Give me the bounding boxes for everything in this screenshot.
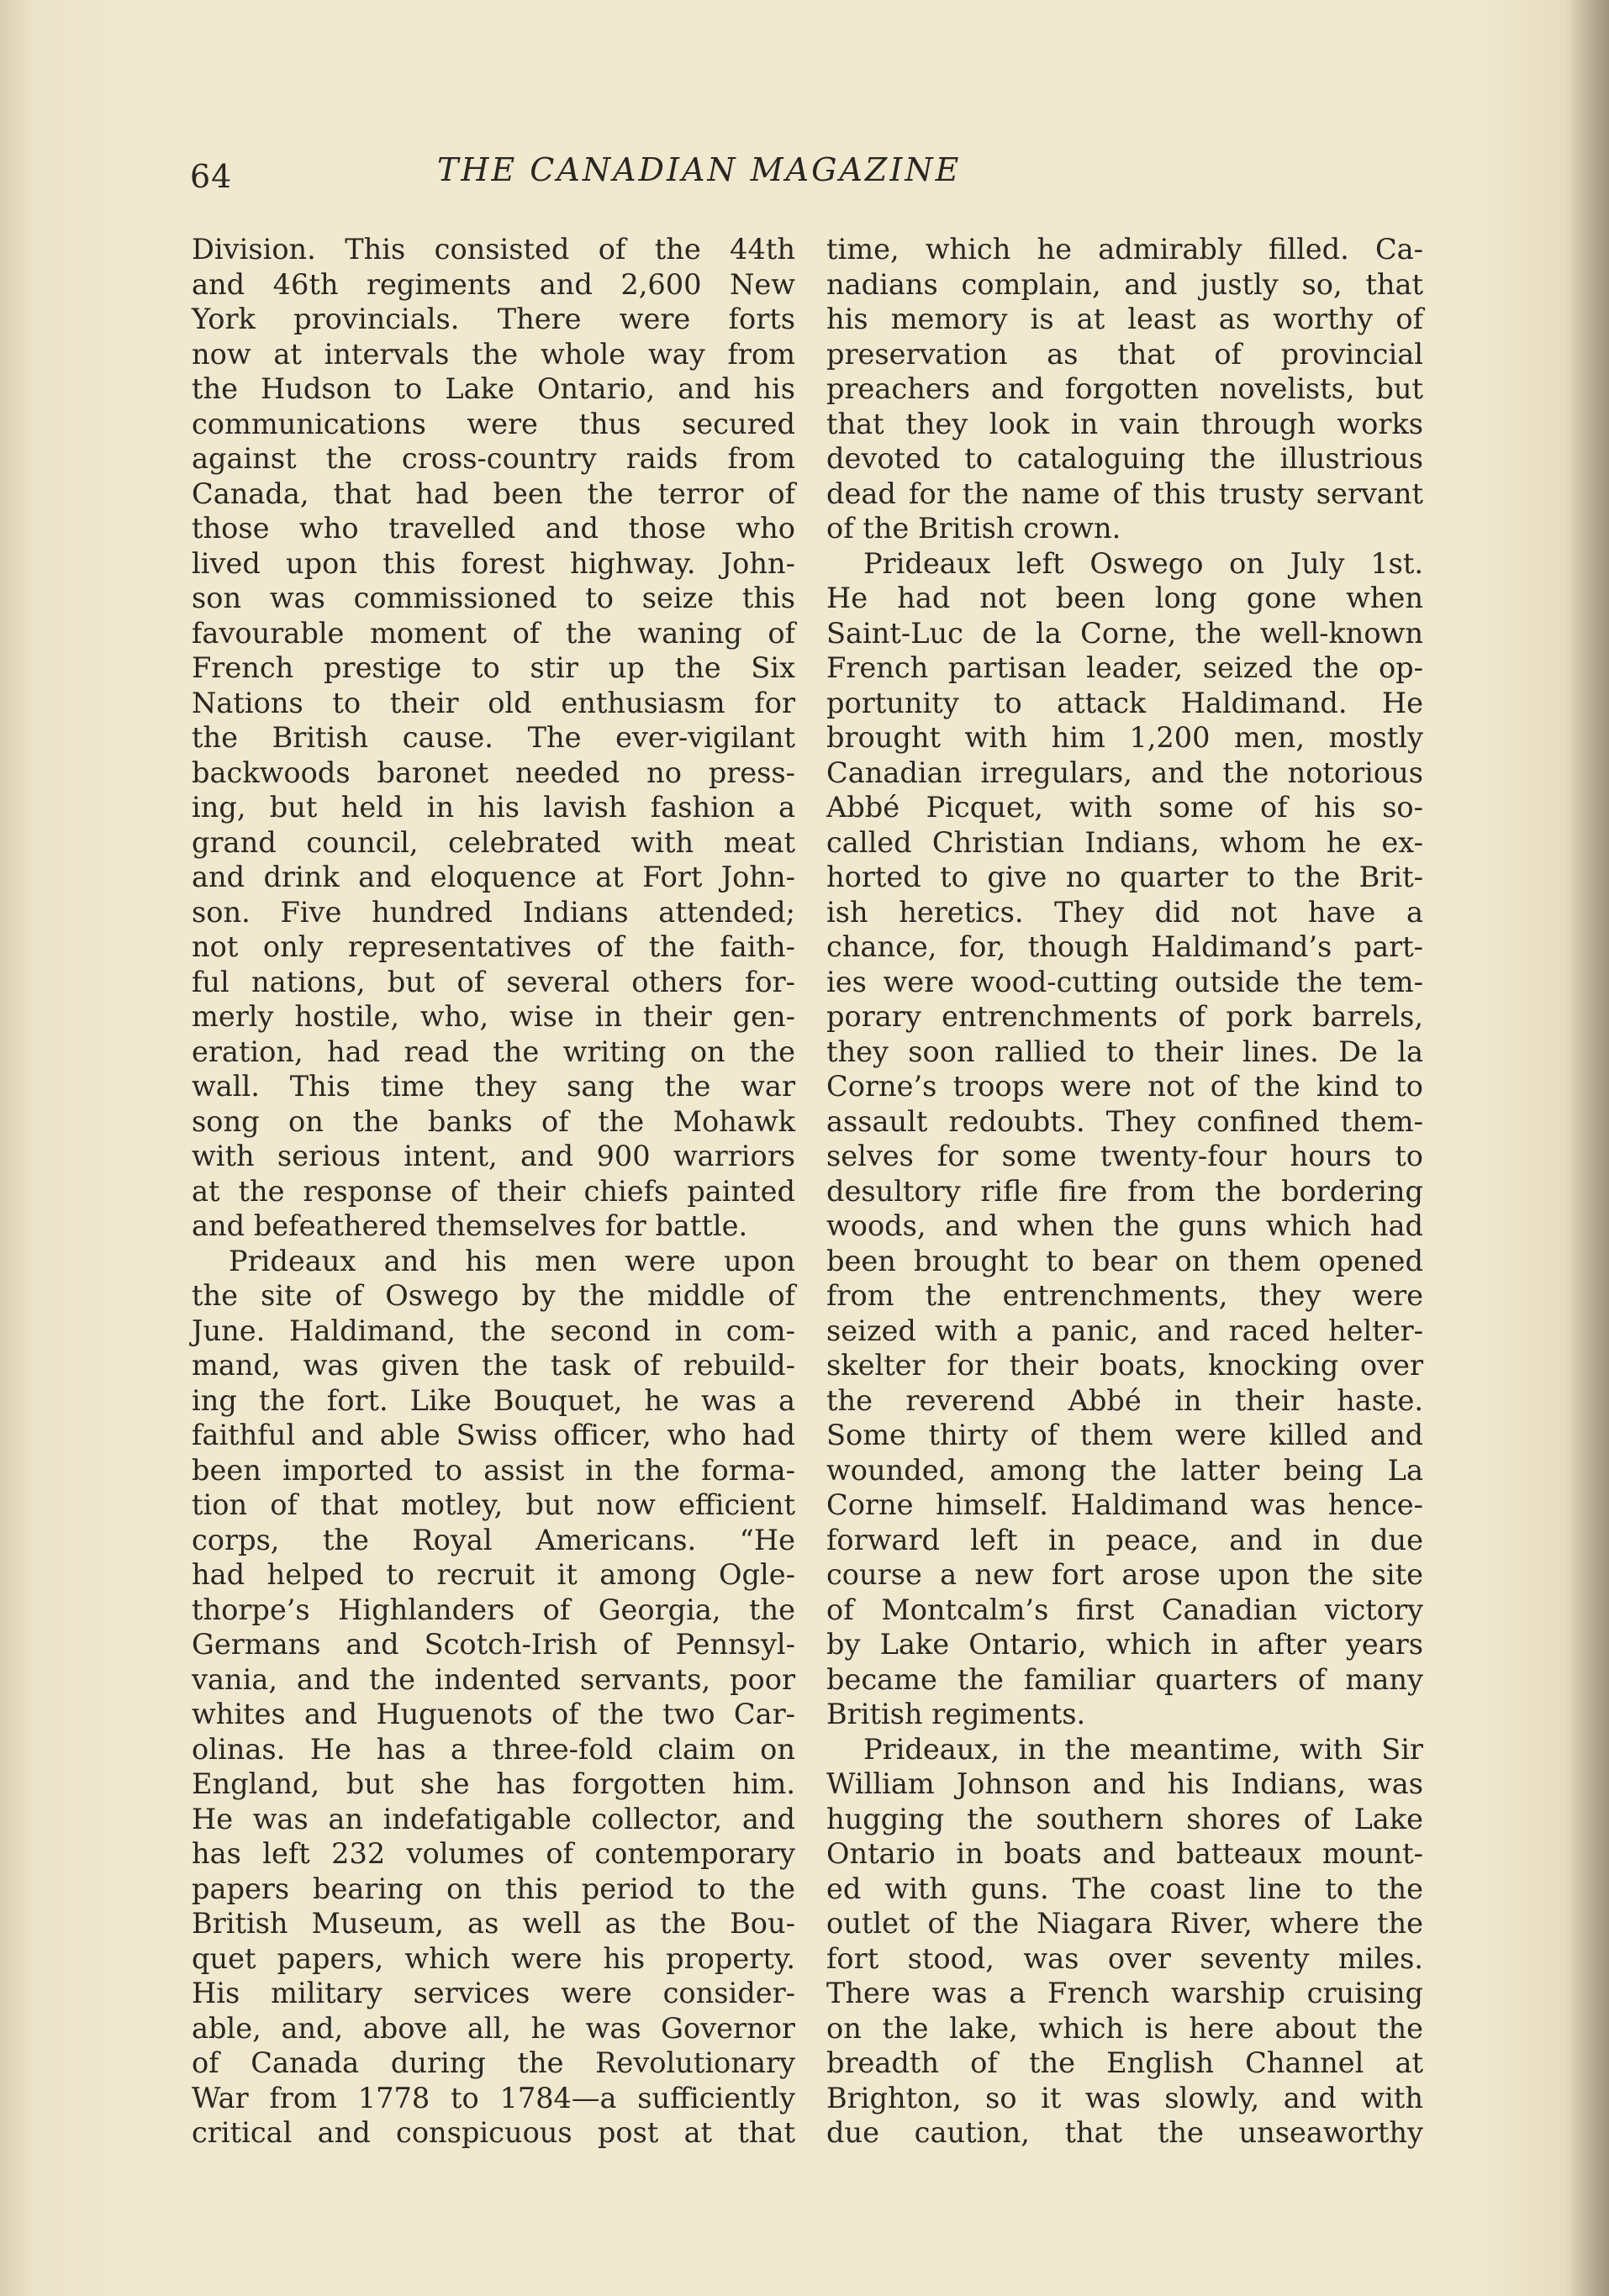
text-line: the British cause. The ever-vigilant [192,721,795,754]
text-line: the reverend Abbé in their haste. [826,1383,1423,1417]
text-line: communications were thus secured [192,407,795,440]
text-line: ing, but held in his lavish fashion a [192,791,795,824]
text-line: time, which he admirably filled. Ca- [826,233,1423,266]
text-line: Germans and Scotch-Irish of Pennsyl- [192,1628,795,1661]
text-line: Division. This consisted of the 44th [192,233,795,266]
text-line: ful nations, but of several others for- [192,965,795,998]
text-line: devoted to cataloguing the illustrious [826,442,1423,475]
text-line: forward left in peace, and in due [826,1523,1423,1556]
text-line: lived upon this forest highway. John- [192,546,795,580]
text-line: outlet of the Niagara River, where the [826,1907,1423,1940]
text-line: and 46th regiments and 2,600 New [192,267,795,301]
text-line: England, but she has forgotten him. [192,1767,795,1800]
text-line: papers bearing on this period to the [192,1872,795,1905]
text-line: horted to give no quarter to the Brit- [826,861,1423,893]
text-line: and drink and eloquence at Fort John- [192,861,795,893]
text-line: whites and Huguenots of the two Car- [192,1698,795,1730]
text-line: against the cross-country raids from [192,442,795,475]
text-line: York provincials. There were forts [192,303,795,335]
text-line: of Montcalm’s first Canadian victory [826,1593,1423,1626]
text-line: tion of that motley, but now efficient [192,1488,795,1521]
text-line: corps, the Royal Americans. “He [192,1523,795,1556]
text-line: mand, was given the task of rebuild- [192,1349,795,1382]
text-line: ies were wood-cutting outside the tem- [826,965,1423,998]
text-line: vania, and the indented servants, poor [192,1662,795,1696]
left-text-column [192,232,795,2151]
text-line: by Lake Ontario, which in after years [826,1628,1423,1661]
text-line: He was an indefatigable collector, and [192,1802,795,1835]
text-line: French prestige to stir up the Six [192,651,795,684]
text-line: course a new fort arose upon the site [826,1558,1423,1591]
text-line: ed with guns. The coast line to the [826,1872,1423,1905]
text-line: now at intervals the whole way from [192,337,795,371]
text-line: preachers and forgotten novelists, but [826,372,1423,405]
text-line: Abbé Picquet, with some of his so- [826,791,1423,824]
text-line: and befeathered themselves for battle. [192,1209,748,1242]
page-number: 64 [190,158,233,195]
text-line: Corne’s troops were not of the kind to [826,1070,1423,1103]
text-line: those who travelled and those who [192,512,795,545]
text-line: hugging the southern shores of Lake [826,1802,1423,1835]
text-line: became the familiar quarters of many [826,1662,1423,1696]
text-line: of the British crown. [826,512,1121,545]
text-line: breadth of the English Channel at [826,2046,1423,2079]
text-line: called Christian Indians, whom he ex- [826,825,1423,859]
text-line: Ontario in boats and batteaux mount- [826,1837,1423,1870]
text-line: Saint-Luc de la Corne, the well-known [826,616,1423,650]
text-line: thorpe’s Highlanders of Georgia, the [192,1593,795,1626]
text-line: backwoods baronet needed no press- [192,756,795,789]
text-line: wounded, among the latter being La [826,1453,1423,1487]
text-line: able, and, above all, he was Governor [192,2011,795,2045]
text-line: grand council, celebrated with meat [192,825,795,859]
text-line: June. Haldimand, the second in com- [192,1314,795,1347]
text-line: favourable moment of the waning of [192,616,795,650]
text-line: his memory is at least as worthy of [826,303,1423,335]
text-line: porary entrenchments of pork barrels, [826,1000,1423,1033]
text-line: been imported to assist in the forma- [192,1453,795,1487]
text-line: Canada, that had been the terror of [192,477,795,510]
text-line: preservation as that of provincial [826,337,1423,371]
text-line: the site of Oswego by the middle of [192,1279,795,1312]
text-line: not only representatives of the faith- [192,930,795,963]
text-line: Brighton, so it was slowly, and with [826,2081,1423,2114]
text-line: nadians complain, and justly so, that [826,267,1423,301]
text-line: song on the banks of the Mohawk [192,1104,795,1138]
text-line: faithful and able Swiss officer, who had [192,1419,795,1451]
text-line: His military services were consider- [192,1977,795,2009]
text-line: woods, and when the guns which had [826,1209,1423,1242]
text-line: ish heretics. They did not have a [826,895,1423,929]
text-line: Nations to their old enthusiasm for [192,686,795,719]
text-line: quet papers, which were his property. [192,1941,795,1975]
text-line: had helped to recruit it among Ogle- [192,1558,795,1591]
text-line: British Museum, as well as the Bou- [192,1907,795,1940]
text-line: portunity to attack Haldimand. He [826,686,1423,719]
text-line: dead for the name of this trusty servant [826,477,1423,510]
text-line: wall. This time they sang the war [192,1070,795,1103]
text-line: of Canada during the Revolutionary [192,2046,795,2079]
text-line: from the entrenchments, they were [826,1279,1423,1312]
text-line: Prideaux left Oswego on July 1st. [863,546,1423,580]
right-text-column [826,232,1423,2151]
text-line: Corne himself. Haldimand was hence- [826,1488,1423,1521]
text-line: that they look in vain through works [826,407,1423,440]
text-line: ing the fort. Like Bouquet, he was a [192,1383,795,1417]
text-line: selves for some twenty-four hours to [826,1140,1423,1172]
running-title: THE CANADIAN MAGAZINE [437,151,962,188]
text-line: skelter for their boats, knocking over [826,1349,1423,1382]
text-line: William Johnson and his Indians, was [826,1767,1423,1800]
text-line: desultory rifle fire from the bordering [826,1174,1423,1208]
text-line: War from 1778 to 1784—a sufficiently [192,2081,795,2114]
text-line: French partisan leader, seized the op- [826,651,1423,684]
text-line: has left 232 volumes of contemporary [192,1837,795,1870]
text-line: British regiments. [826,1698,1086,1730]
text-line: fort stood, was over seventy miles. [826,1941,1423,1975]
text-line: they soon rallied to their lines. De la [826,1035,1423,1068]
text-line: eration, had read the writing on the [192,1035,795,1068]
text-line: critical and conspicuous post at that [192,2116,795,2149]
text-line: seized with a panic, and raced helter- [826,1314,1423,1347]
text-line: due caution, that the unseaworthy [826,2116,1423,2149]
text-line: He had not been long gone when [826,582,1423,614]
text-line: assault redoubts. They confined them- [826,1104,1423,1138]
text-line: on the lake, which is here about the [826,2011,1423,2045]
text-line: Prideaux, in the meantime, with Sir [863,1732,1423,1766]
text-line: with serious intent, and 900 warriors [192,1140,795,1172]
page-edge-shadow [1572,0,1609,2296]
text-line: Prideaux and his men were upon [229,1244,795,1277]
text-line: son. Five hundred Indians attended; [192,895,795,929]
text-line: merly hostile, who, wise in their gen- [192,1000,795,1033]
text-line: son was commissioned to seize this [192,582,795,614]
text-line: Canadian irregulars, and the notorious [826,756,1423,789]
text-line: the Hudson to Lake Ontario, and his [192,372,795,405]
text-line: There was a French warship cruising [826,1977,1423,2009]
text-line: chance, for, though Haldimand’s part- [826,930,1423,963]
text-line: olinas. He has a three-fold claim on [192,1732,795,1766]
text-line: brought with him 1,200 men, mostly [826,721,1423,754]
text-line: been brought to bear on them opened [826,1244,1423,1277]
text-line: at the response of their chiefs painted [192,1174,795,1208]
text-line: Some thirty of them were killed and [826,1419,1423,1451]
